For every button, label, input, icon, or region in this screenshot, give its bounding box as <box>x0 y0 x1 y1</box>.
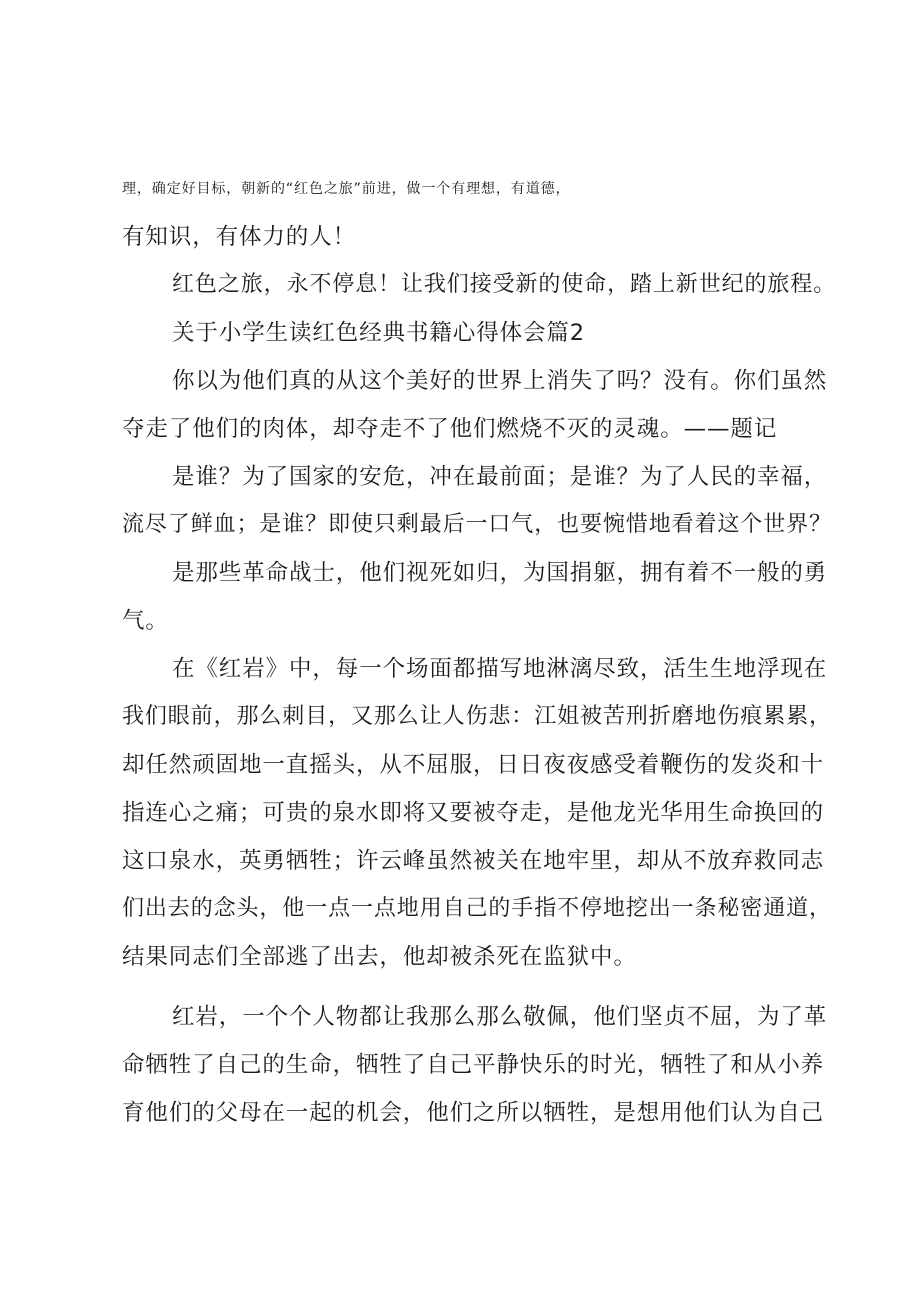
text-line: 我们眼前，那么刺目，又那么让人伤悲：江姐被苦刑折磨地伤痕累累， <box>122 704 832 729</box>
text-line: 指连心之痛；可贵的泉水即将又要被夺走，是他龙光华用生命换回的 <box>122 800 825 826</box>
text-line: 理，确定好目标，朝新的“红色之旅”前进，做一个有理想，有道德， <box>122 181 571 197</box>
text-line: 有知识，有体力的人！ <box>122 224 357 250</box>
text-line: 结果同志们全部逃了出去，他却被杀死在监狱中。 <box>122 944 637 970</box>
text-line: 命牺牲了自己的生命，牺牲了自己平静快乐的时光，牺牲了和从小养 <box>122 1052 825 1078</box>
text-line: 这口泉水，英勇牺牲；许云峰虽然被关在地牢里，却从不放弃救同志 <box>122 848 825 874</box>
text-line: 却任然顽固地一直摇头，从不屈服，日日夜夜感受着鞭伤的发炎和十 <box>122 752 825 778</box>
text-line: 气。 <box>122 608 169 634</box>
text-line: 红岩，一个个人物都让我那么那么敬佩，他们坚贞不屈，为了革 <box>172 1004 828 1030</box>
text-line: 育他们的父母在一起的机会，他们之所以牺牲，是想用他们认为自己 <box>122 1100 825 1126</box>
text-line: 是谁？为了国家的安危，冲在最前面；是谁？为了人民的幸福， <box>172 464 828 490</box>
text-line: 流尽了鲜血；是谁？即使只剩最后一口气，也要惋惜地看着这个世界？ <box>122 512 832 537</box>
section-heading: 关于小学生读红色经典书籍心得体会篇2 <box>172 320 586 346</box>
text-line: 在《红岩》中，每一个场面都描写地淋漓尽致，活生生地浮现在 <box>172 656 828 682</box>
text-line: 夺走了他们的肉体，却夺走不了他们燃烧不灭的灵魂。——题记 <box>122 416 778 442</box>
text-line: 你以为他们真的从这个美好的世界上消失了吗？没有。你们虽然 <box>172 368 828 394</box>
text-line: 们出去的念头，他一点一点地用自己的手指不停地挖出一条秘密通道， <box>122 896 832 921</box>
text-line: 红色之旅，永不停息！让我们接受新的使命，踏上新世纪的旅程。 <box>172 272 837 297</box>
text-line: 是那些革命战士，他们视死如归，为国捐躯，拥有着不一般的勇 <box>172 560 828 586</box>
